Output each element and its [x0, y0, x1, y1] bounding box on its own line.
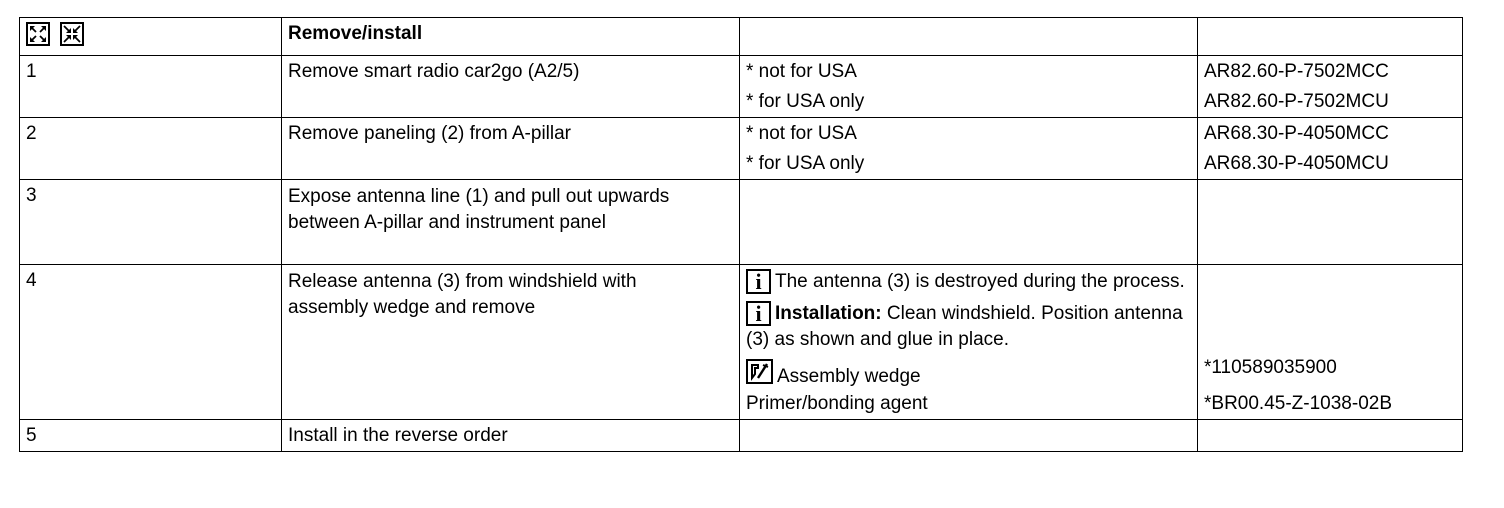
- info-icon: i: [746, 269, 771, 294]
- step-refs: [1198, 56, 1463, 118]
- table-row: [20, 420, 1463, 452]
- header-empty-cell: [1198, 18, 1463, 56]
- variant-note: * not for USA: [746, 61, 857, 82]
- material-reference-link[interactable]: *BR00.45-Z-1038-02B: [1204, 393, 1392, 414]
- table-row: [20, 180, 1463, 265]
- material-entry: [746, 389, 1192, 419]
- procedure-table: [19, 17, 1463, 452]
- step-number: 1: [20, 56, 282, 118]
- variant-note: * for USA only: [746, 153, 865, 174]
- header-empty-cell: [740, 18, 1198, 56]
- material-name: Primer/bonding agent: [746, 393, 928, 414]
- step-notes: [740, 180, 1198, 265]
- document-reference-link[interactable]: AR68.30-P-4050MCU: [1204, 153, 1389, 174]
- info-note: [746, 266, 1192, 295]
- header-icon-cell: [20, 18, 282, 56]
- tool-reference-link[interactable]: *110589035900: [1204, 357, 1337, 378]
- table-row: [20, 118, 1463, 180]
- step-notes: [740, 56, 1198, 118]
- installation-label: Installation:: [775, 303, 882, 324]
- tool-entry: [746, 359, 1192, 389]
- step-action: Install in the reverse order: [282, 420, 740, 452]
- step-number: 3: [20, 180, 282, 265]
- header-title: Remove/install: [282, 18, 740, 56]
- step-number: 4: [20, 265, 282, 420]
- wrench-tool-icon: [746, 359, 773, 384]
- step-action: Remove smart radio car2go (A2/5): [282, 56, 740, 118]
- step-notes: [740, 265, 1198, 420]
- variant-note: * not for USA: [746, 123, 857, 144]
- step-notes: [740, 118, 1198, 180]
- installation-note: [746, 301, 1192, 353]
- info-note-text: The antenna (3) is destroyed during the process.: [775, 271, 1185, 292]
- table-row: [20, 265, 1463, 420]
- document-reference-link[interactable]: AR82.60-P-7502MCU: [1204, 91, 1389, 112]
- tool-name: Assembly wedge: [777, 366, 921, 387]
- step-action: Remove paneling (2) from A-pillar: [282, 118, 740, 180]
- step-number: 2: [20, 118, 282, 180]
- step-refs: [1198, 180, 1463, 265]
- step-action: Release antenna (3) from windshield with assembly wedge and remove: [282, 265, 740, 420]
- header-row: [20, 18, 1463, 56]
- info-icon: i: [746, 301, 771, 326]
- document-reference-link[interactable]: AR68.30-P-4050MCC: [1204, 123, 1389, 144]
- collapse-arrows-icon[interactable]: [60, 22, 84, 46]
- step-notes: [740, 420, 1198, 452]
- step-refs: [1198, 420, 1463, 452]
- expand-arrows-icon[interactable]: [26, 22, 50, 46]
- step-refs: [1198, 118, 1463, 180]
- step-number: 5: [20, 420, 282, 452]
- installation-note-text: Clean windshield. Position antenna (3) as shown and glue in place.: [746, 303, 1183, 350]
- table-row: [20, 56, 1463, 118]
- document-reference-link[interactable]: AR82.60-P-7502MCC: [1204, 61, 1389, 82]
- step-action: Expose antenna line (1) and pull out upwards between A-pillar and instrument panel: [282, 180, 740, 265]
- step-refs: [1198, 265, 1463, 420]
- variant-note: * for USA only: [746, 91, 865, 112]
